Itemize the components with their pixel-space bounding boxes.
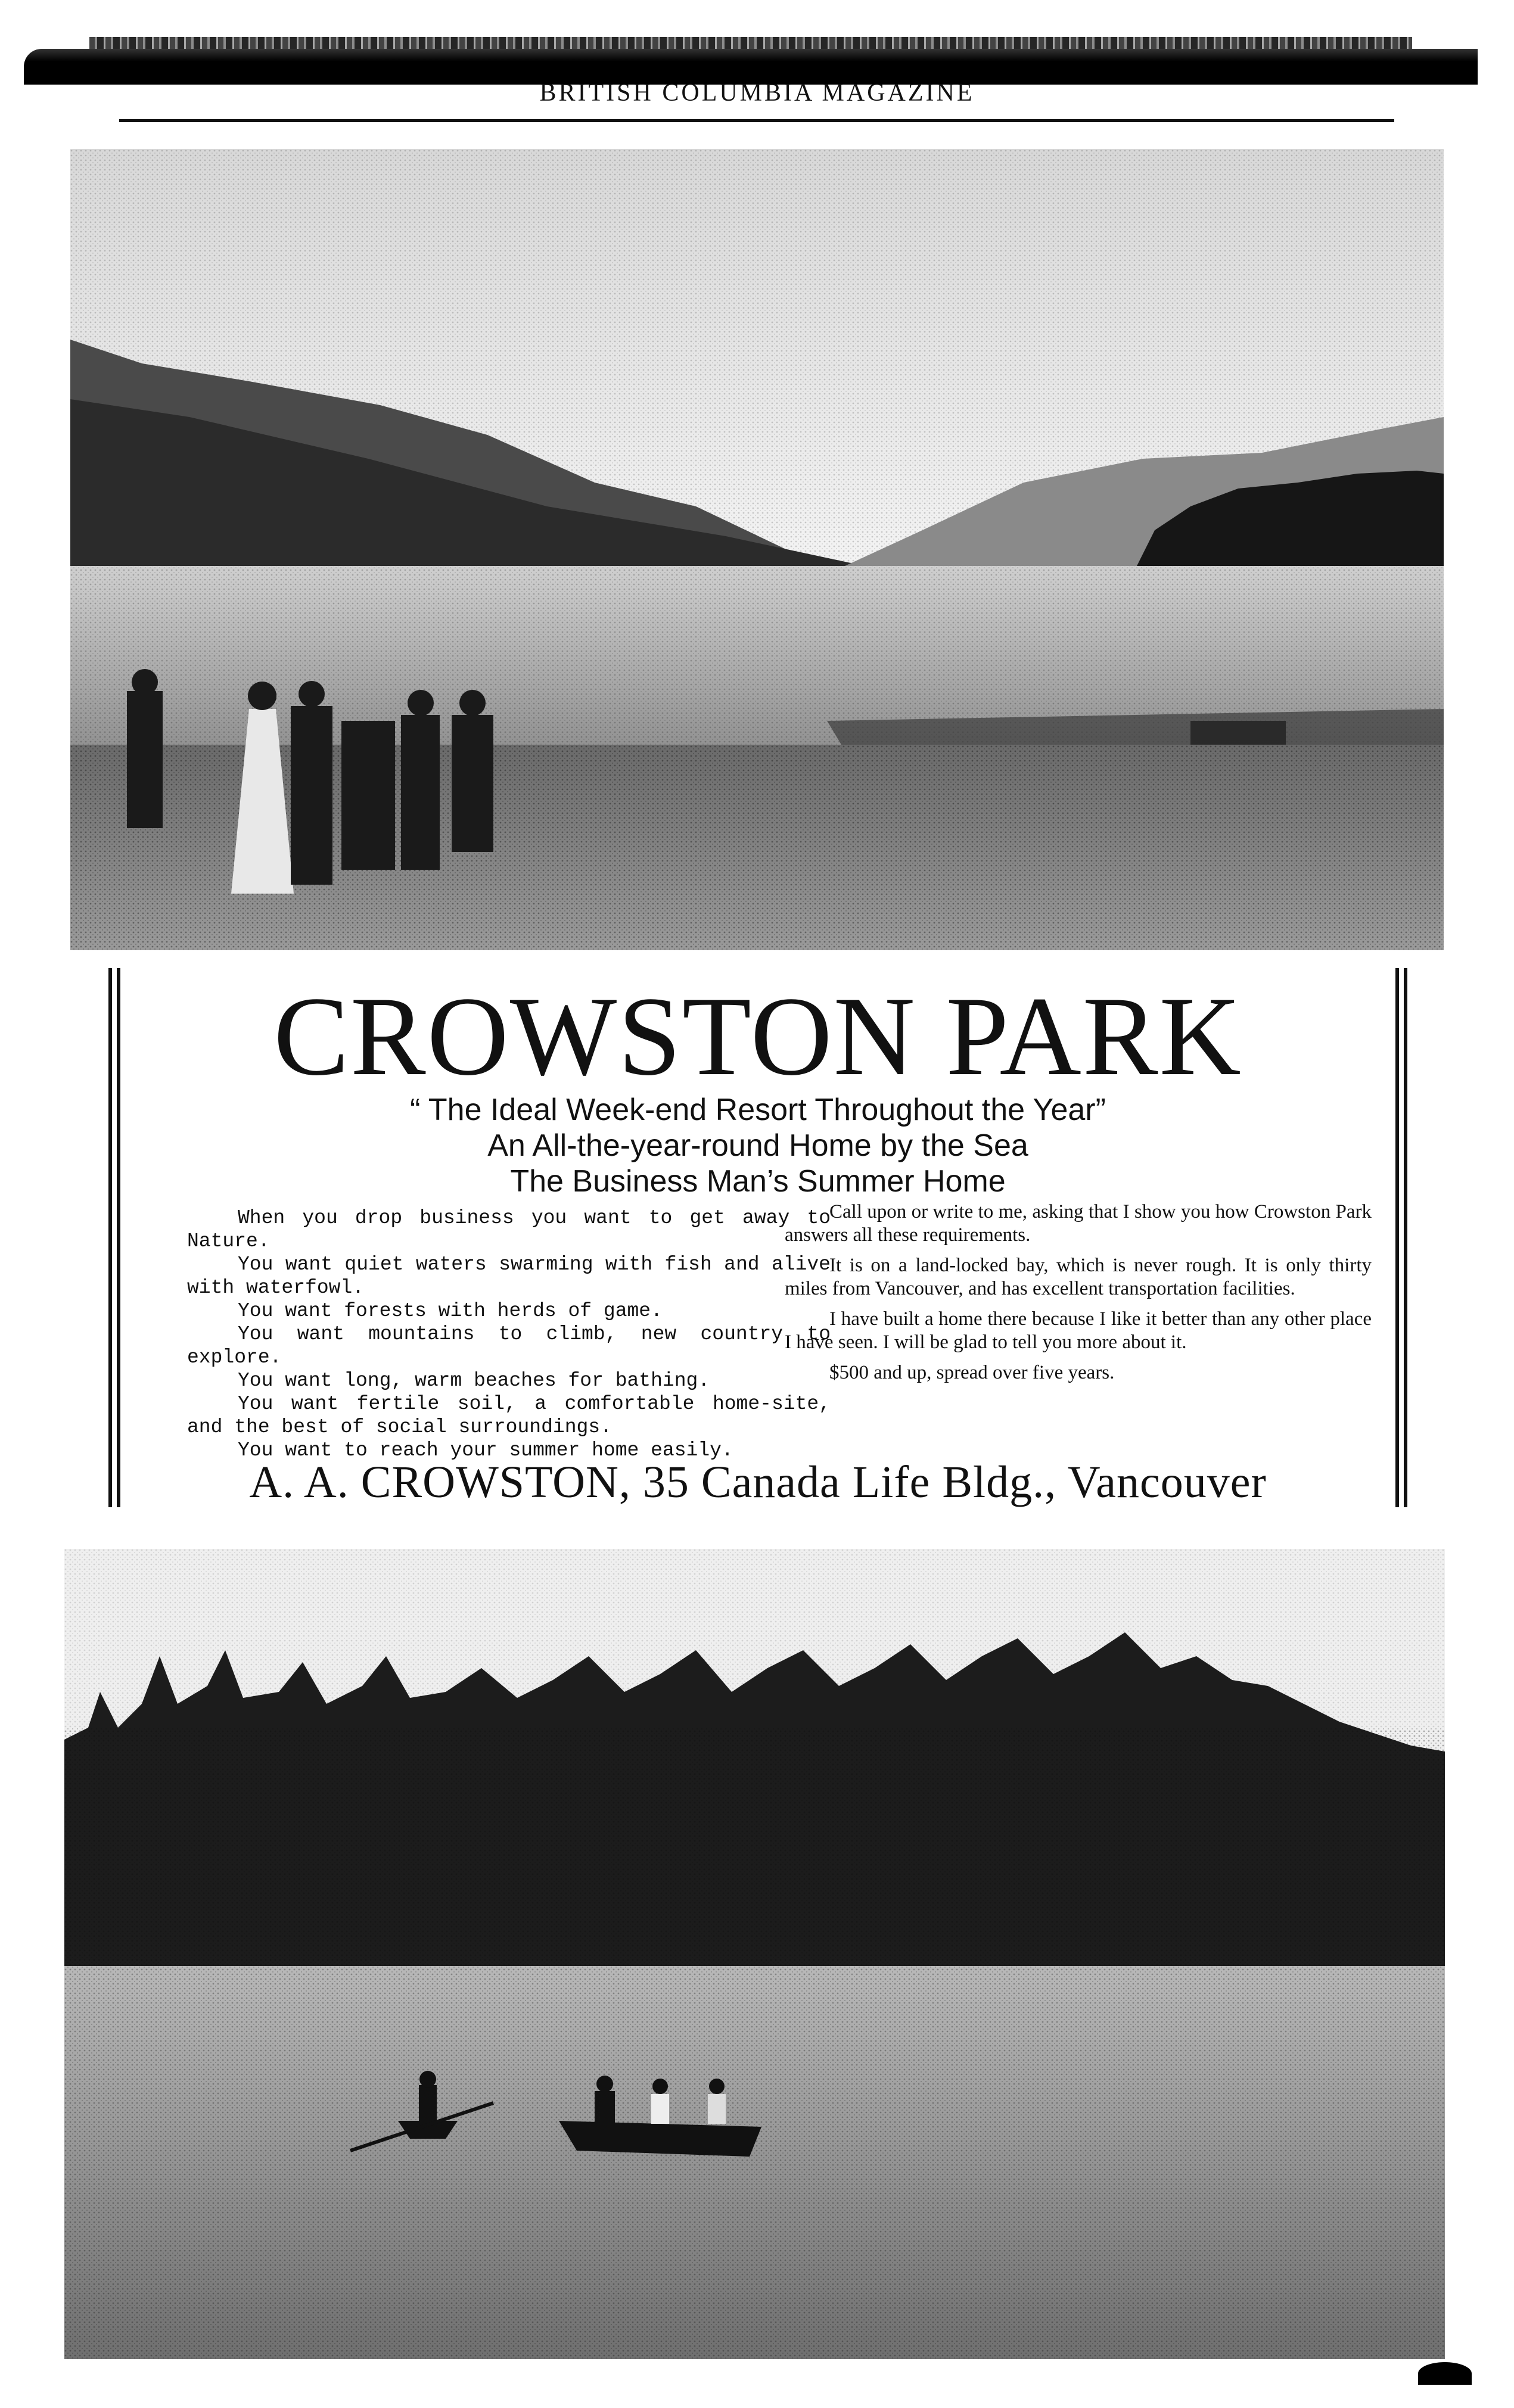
left-paragraph: You want mountains to climb, new country to explore. [187,1323,831,1368]
page-corner-mark [1418,2362,1472,2385]
ad-left-column [187,1206,831,1462]
lake-beach-photo [70,149,1444,950]
ad-title: CROWSTON PARK [273,974,1242,1099]
ad-right-column [785,1200,1372,1392]
right-paragraph: I have built a home there because I like it better than any other place I have seen. I will be glad to tell you more about it. [785,1308,1372,1353]
right-paragraph: Call upon or write to me, asking that I show you how Crowston Park answers all these requirements. [785,1201,1372,1246]
ad-tagline-3: The Business Man’s Summer Home [510,1164,1006,1199]
ad-tagline-2: An All-the-year-round Home by the Sea [487,1128,1028,1163]
ad-contact-line: A. A. CROWSTON, 35 Canada Life Bldg., Vancouver [249,1457,1267,1507]
rowboats-photo [64,1549,1445,2359]
price-paragraph: $500 and up, spread over five years. [829,1362,1115,1383]
left-paragraph: You want long, warm beaches for bathing. [238,1370,710,1392]
left-paragraph: When you drop business you want to get away to Nature. [187,1207,831,1252]
ad-tagline-1: “ The Ideal Week-end Resort Throughout the Year” [410,1093,1106,1127]
left-paragraph: You want to reach your summer home easily. [238,1439,733,1461]
running-head-rule [119,119,1394,122]
left-paragraph: You want quiet waters swarming with fish and alive with waterfowl. [187,1253,831,1299]
left-paragraph: You want fertile soil, a comfortable home-site, and the best of social surroundings. [187,1393,831,1438]
left-paragraph: You want forests with herds of game. [238,1300,663,1322]
right-paragraph: It is on a land-locked bay, which is never rough. It is only thirty miles from Vancouver, and has excellent transportation facilities. [785,1255,1372,1299]
advertisement-box [108,968,1407,1507]
running-head: BRITISH COLUMBIA MAGAZINE [539,79,975,107]
